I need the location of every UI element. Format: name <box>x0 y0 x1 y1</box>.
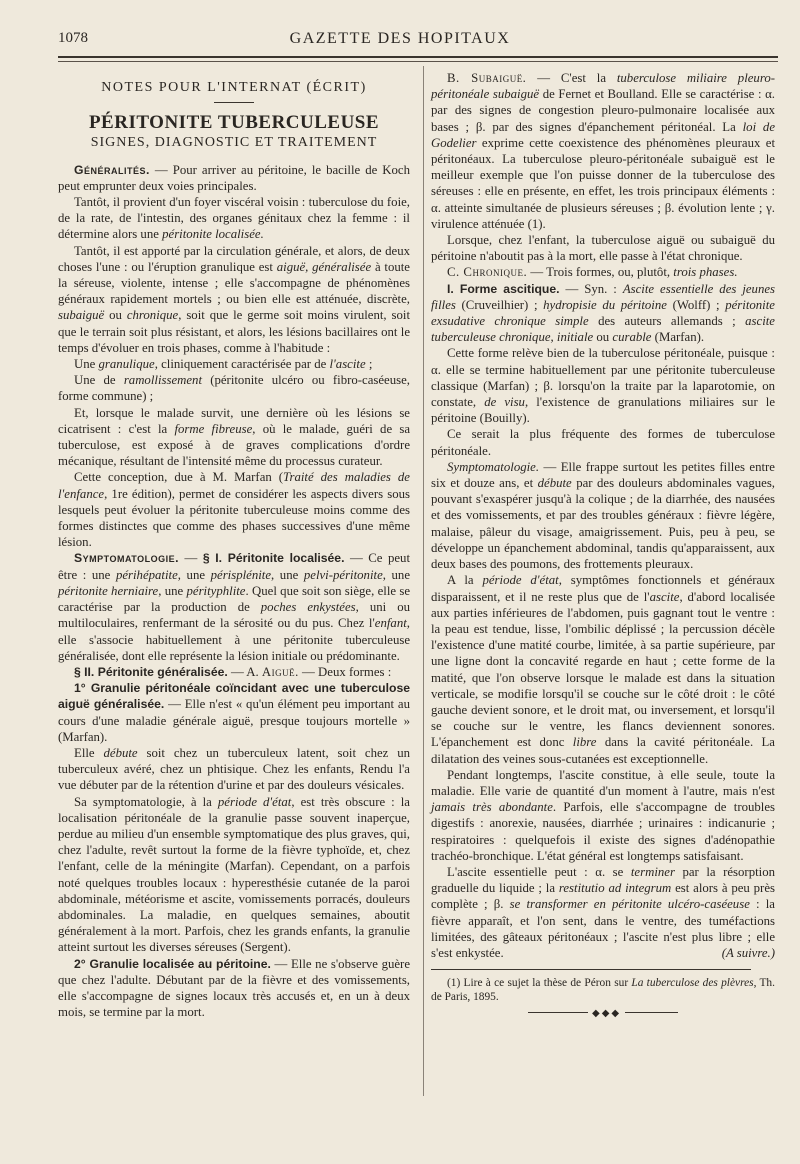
footnote-rule <box>431 969 751 970</box>
paragraph: L'ascite essentielle peut : α. se terminer par la résorption graduelle du liquide ; la restitutio ad integrum est alors à peu près complète ; β. se transformer en péritonite ulcéro-caséeuse : la fièvre apparaît, et l'on sent, dans le ventre, des tuméfactions limitées, des gâteaux péritonéaux ; l'ascite n'est plus libre ; elle s'est enkystée. (A suivre.) <box>431 864 775 960</box>
paragraph: Elle débute soit chez un tuberculeux latent, soit chez un tuberculeux avéré, chez un phtisique. Chez les enfants, Rendu l'a vue débuter par de la rétention d'urine et par des douleurs vésicales. <box>58 745 410 793</box>
paragraph: Tantôt, il est apporté par la circulation générale, et alors, de deux choses l'une : ou l'éruption granulique est aiguë, généralisée à toute la séreuse, violente, intense ; elle s'accompagne de phénomènes généraux rapidement mortels ; ou bien elle est atténuée, discrète, subaiguë ou chronique, soit que le germe soit moins virulent, soit que le terrain soit plus résistant, et alors, les lésions bacillaires ont le temps d'évoluer en trois phases, comme à l'habitude : <box>58 243 411 355</box>
paragraph: Une de ramollissement (péritonite ulcéro ou fibro-caséeuse, forme commune) ; <box>58 373 410 404</box>
paragraph: Ce serait la plus fréquente des formes de tuberculose péritonéale. <box>431 427 775 458</box>
paragraph: A la période d'état, symptômes fonctionnels et généraux disparaissent, et il ne reste plus que de l'ascite, d'abord localisée aux parties inférieures de l'abdomen, puis gagnant tout le ventre : la peau est tendue, lisse, l'ombilic déplissé ; la percussion décèle l'existence d'une matité courbe, limitée, à sa partie supérieure, par une ligne dont la concavité regarde en haut ; cette forme de la matité, que l'on observe lorsque le malade est dans la situation verticale, se modifie lorsqu'il se couche sur le côté droit : le côté gauche devient sonore, et le droit mat, ou inversement, et lorsqu'il se couche sur le ventre, les flancs deviennent sonores. L'épanchement est donc libre dans la cavité péritonéale. La dilatation des veines sous-cutanées est exceptionnelle. <box>431 573 775 766</box>
paragraph: § II. Péritonite généralisée. — A. Aiguë. — Deux formes : <box>74 664 392 679</box>
paragraph: Généralités. — Pour arriver au péritoine, le bacille de Koch peut emprunter deux voies principales. <box>58 162 411 193</box>
header-rule-thin <box>58 61 778 62</box>
paragraph: Et, lorsque le malade survit, une dernière où les lésions se cicatrisent : c'est la forme fibreuse, où le malade, guéri de sa tuberculose, est exposé à de graves complications d'ordre mécanique, résultant de l'intensité même du processus curateur. <box>58 405 410 469</box>
paragraph: C. Chronique. — Trois formes, ou, plutôt, trois phases. <box>447 265 738 280</box>
paragraph: Symptomatologie. — Elle frappe surtout les petites filles entre six et douze ans, et débute par des douleurs abdominales vagues, pouvant s'exaspérer jusqu'à la colique ; de la diarrhée, des nausées et des vomissements, et par des troubles généraux : fièvre légère, malaise, pâleur du visage, amaigrissement. Puis, peu à peu, se développe un épanchement abdominal, tandis qu'apparaissent, aux deux bases des poumons, des frottements pleuraux. <box>431 459 775 572</box>
right-column <box>431 70 776 1020</box>
column-separator <box>423 66 424 1096</box>
paragraph: B. Subaiguë. — C'est la tuberculose miliaire pleuro-péritonéale subaiguë de Fernet et Boulland. Elle se caractérise : α. par des signes de congestion pleuro-pulmonaire localisée aux bases ; β. par des signes d'épanchement péritonéal. La loi de Godelier exprime cette coexistence des phénomènes pleuraux et péritonéaux. La tuberculose pleuro-péritonéale subaiguë est le meilleur exemple que l'on puisse donner de la tuberculose des séreuses : elle en présente, en effet, les trois principaux éléments : α. atteinte simultanée de plusieurs séreuses ; β. évolution lente ; γ. virulence atténuée (1). <box>431 71 776 231</box>
paragraph: Tantôt, il provient d'un foyer viscéral voisin : tuberculose du foie, de la rate, de l'intestin, des organes génitaux chez la femme : il détermine alors une péritonite localisée. <box>58 195 410 242</box>
paragraph: Sa symptomatologie, à la période d'état, est très obscure : la localisation péritonéale de la granulie passe souvent inaperçue, perdue au milieu d'un ensemble symptomatique des plus graves, qui, chez l'adulte, revêt surtout la forme de la fièvre typhoïde, et, chez l'enfant, celle de la méningite (Marfan). Cependant, on a parfois noté quelques troubles locaux : hyperesthésie cutanée de la paroi abdominale, météorisme et ascite, vomissements porracés, douleurs abdominales. La maladie, en quelques semaines, aboutit généralement à la mort. Parfois, chez les grands enfants, la granulie atteint surtout les diverses séreuses (Sergent). <box>58 794 410 955</box>
paragraph: Cette conception, due à M. Marfan (Traité des maladies de l'enfance, 1re édition), permet de considérer les aspects divers sous lesquels peut évoluer la péritonite tuberculeuse moins comme des formes distinctes que comme des phases successives d'une même lésion. <box>58 470 410 550</box>
paragraph: Une granulique, cliniquement caractérisée par de l'ascite ; <box>74 357 373 372</box>
header-rule <box>58 56 778 58</box>
footnote: (1) Lire à ce sujet la thèse de Péron sur La tuberculose des plèvres, Th. de Paris, 1895. <box>431 977 775 1004</box>
end-ornament: ◆◆◆ <box>528 1012 678 1013</box>
paragraph: Symptomatologie. — § I. Péritonite localisée. — Ce peut être : une périhépatite, une périsplénite, une pelvi-péritonite, une péritonite herniaire, une pérityphlite. Quel que soit son siège, elle se caractérise par la production de poches enkystées, uni ou multiloculaires, renfermant de la sérosité ou du pus. Chez l'enfant, elle s'associe habituellement à une péritonite tuberculeuse généralisée, dont elle représente la lésion initiale ou prédominante. <box>58 551 411 663</box>
paragraph: Cette forme relève bien de la tuberculose péritonéale, puisque : α. elle se termine habituellement par une péritonite tuberculeuse classique (Marfan) ; β. lorsqu'on la traite par la laparotomie, on constate, de visu, l'existence de granulations miliaires sur le péritoine (Bouilly). <box>431 346 776 426</box>
article-title: PÉRITONITE TUBERCULEUSE <box>88 112 380 134</box>
paragraph: Pendant longtemps, l'ascite constitue, à elle seule, toute la maladie. Elle varie de quantité d'un moment à l'autre, mais n'est jamais très abondante. Parfois, elle s'accompagne de troubles digestifs : anorexie, nausées, diarrhée ; urinaires : indicanurie ; respiratoires : quelquefois il existe des signes d'adénopathie trachéo-bronchique. L'état général est longtemps satisfaisant. <box>431 767 775 863</box>
paragraph: 2° Granulie localisée au péritoine. — Elle ne s'observe guère que chez l'adulte. Débutant par de la fièvre et des vomissements, elle s'accompagne de signes locaux très accusés et, en un à deux mois, se termine par la mort. <box>58 956 411 1020</box>
running-title: GAZETTE DES HOPITAUX <box>289 30 511 47</box>
title-rule <box>214 102 254 103</box>
run-in-heading: Symptomatologie. <box>74 551 180 566</box>
paragraph: Lorsque, chez l'enfant, la tuberculose aiguë ou subaiguë du péritoine n'aboutit pas à la mort, elle passe à l'état chronique. <box>431 233 775 264</box>
section-heading: NOTES POUR L'INTERNAT (ÉCRIT) <box>101 80 367 95</box>
article-subtitle: SIGNES, DIAGNOSTIC ET TRAITEMENT <box>90 135 378 151</box>
paragraph: I. Forme ascitique. — Syn. : Ascite essentielle des jeunes filles (Cruveilhier) ; hydropisie du péritoine (Wolff) ; péritonite exsudative chronique simple des auteurs allemands ; ascite tuberculeuse chronique, initiale ou curable (Marfan). <box>431 281 776 345</box>
page-number: 1078 <box>58 30 88 46</box>
run-in-heading: Généralités. <box>74 162 150 177</box>
to-be-continued: (A suivre.) <box>721 945 775 960</box>
paragraph: 1° Granulie péritonéale coïncidant avec une tuberculose aiguë généralisée. — Elle n'est « qu'un élément peu important au cours d'une maladie générale aiguë, presque toujours mortelle » (Marfan). <box>58 681 410 744</box>
left-column <box>58 70 410 1020</box>
